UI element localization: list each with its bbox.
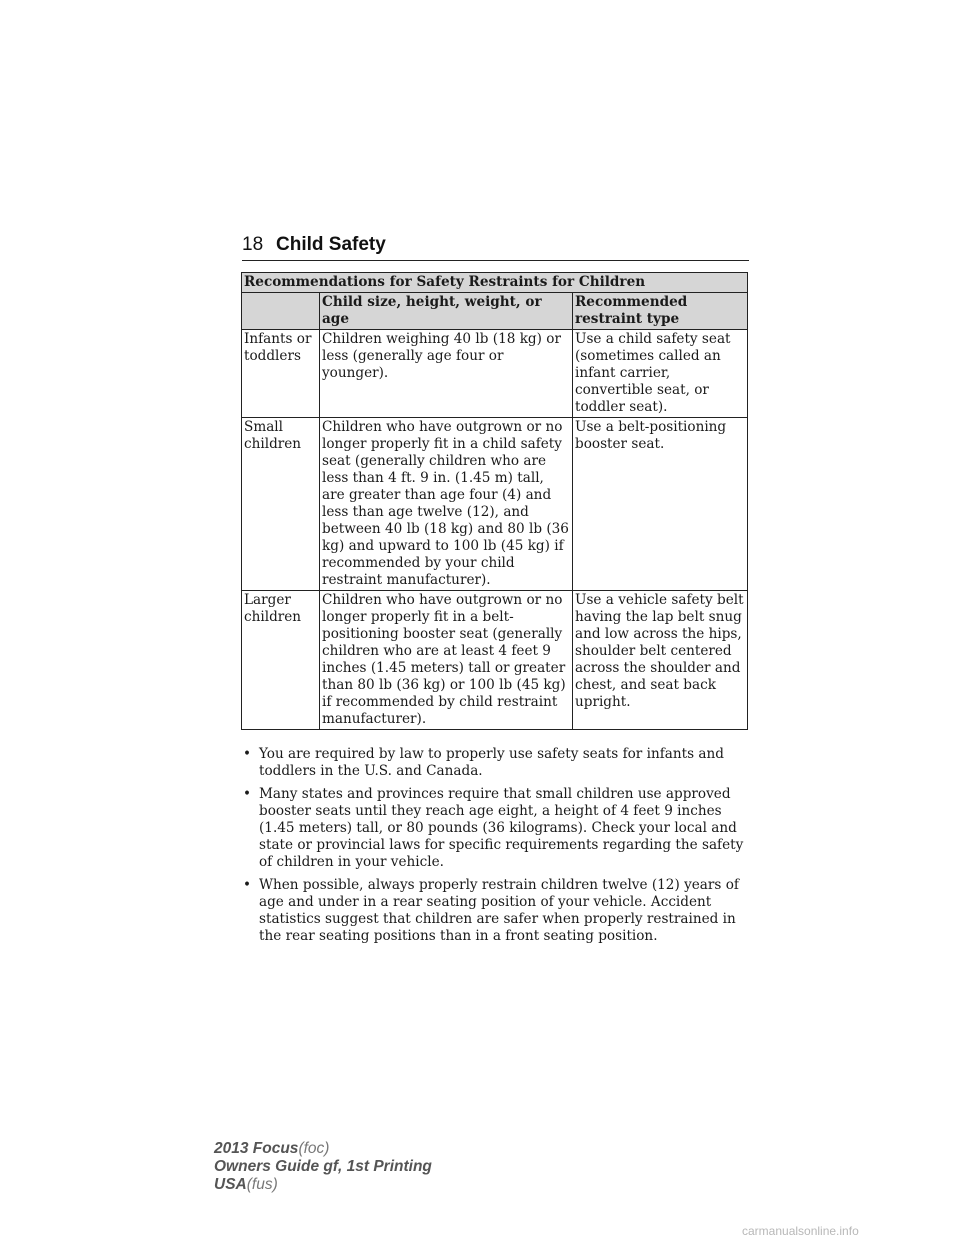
column-header-category <box>242 293 320 330</box>
restraints-table <box>241 272 748 730</box>
table-header-row <box>242 293 748 330</box>
table-title: Recommendations for Safety Restraints for Children <box>242 273 748 293</box>
table-row <box>242 330 748 418</box>
row-category: Small children <box>242 418 320 591</box>
row-restraint: Use a belt-positioning booster seat. <box>573 418 748 591</box>
row-size: Children who have outgrown or no longer properly fit in a child safety seat (generally children who are less than 4 ft. 9 in. (1.45 m) tall, are greater than age four (4) and less than age twelve (12), and between 40 lb (18 kg) and 80 lb (36 kg) and upward to 100 lb (45 kg) if recommended by your child restraint manufacturer). <box>320 418 573 591</box>
page-number: 18 <box>242 234 264 255</box>
footer-model-line <box>214 1140 432 1158</box>
table-row <box>242 418 748 591</box>
footer-market: USA <box>214 1176 247 1193</box>
column-header-size: Child size, height, weight, or age <box>320 293 573 330</box>
bullet-icon: • <box>243 746 252 762</box>
row-category: Larger children <box>242 591 320 730</box>
row-restraint: Use a vehicle safety belt having the lap belt snug and low across the hips, shoulder belt centered across the shoulder and chest, and seat back upright. <box>573 591 748 730</box>
note-text: When possible, always properly restrain children twelve (12) years of age and under in a rear seating position of your vehicle. Accident statistics suggest that children are safer when properly restrained in the rear seating positions than in a front seating position. <box>259 877 739 944</box>
table-row <box>242 591 748 730</box>
row-restraint: Use a child safety seat (sometimes called an infant carrier, convertible seat, or toddler seat). <box>573 330 748 418</box>
section-title: Child Safety <box>276 234 386 255</box>
row-category: Infants or toddlers <box>242 330 320 418</box>
footer <box>214 1140 432 1194</box>
watermark: carmanualsonline.info <box>742 1224 859 1238</box>
list-item <box>241 877 753 945</box>
footer-guide-line <box>214 1158 432 1176</box>
notes-list <box>241 746 753 951</box>
footer-model-code: (foc) <box>298 1140 330 1157</box>
footer-model: 2013 Focus <box>214 1140 299 1157</box>
bullet-icon: • <box>243 786 252 802</box>
row-size: Children weighing 40 lb (18 kg) or less (generally age four or younger). <box>320 330 573 418</box>
note-text: Many states and provinces require that small children use approved booster seats until they reach age eight, a height of 4 feet 9 inches (1.45 meters) tall, or 80 pounds (36 kilograms). Check your local and state or provincial laws for specific requirements regarding the safety of children in your vehicle. <box>259 786 744 870</box>
list-item <box>241 786 753 871</box>
list-item <box>241 746 753 780</box>
table-title-row <box>242 273 748 293</box>
footer-guide: Owners Guide gf, 1st Printing <box>214 1158 432 1175</box>
page-header <box>242 234 749 261</box>
note-text: You are required by law to properly use safety seats for infants and toddlers in the U.S. and Canada. <box>259 746 724 779</box>
column-header-restraint: Recommended restraint type <box>573 293 748 330</box>
footer-market-line <box>214 1176 432 1194</box>
row-size: Children who have outgrown or no longer properly fit in a belt-positioning booster seat (generally children who are at least 4 feet 9 inches (1.45 meters) tall or greater than 80 lb (36 kg) or 100 lb (45 kg) if recommended by child restraint manufacturer). <box>320 591 573 730</box>
bullet-icon: • <box>243 877 252 893</box>
footer-market-code: (fus) <box>246 1176 278 1193</box>
